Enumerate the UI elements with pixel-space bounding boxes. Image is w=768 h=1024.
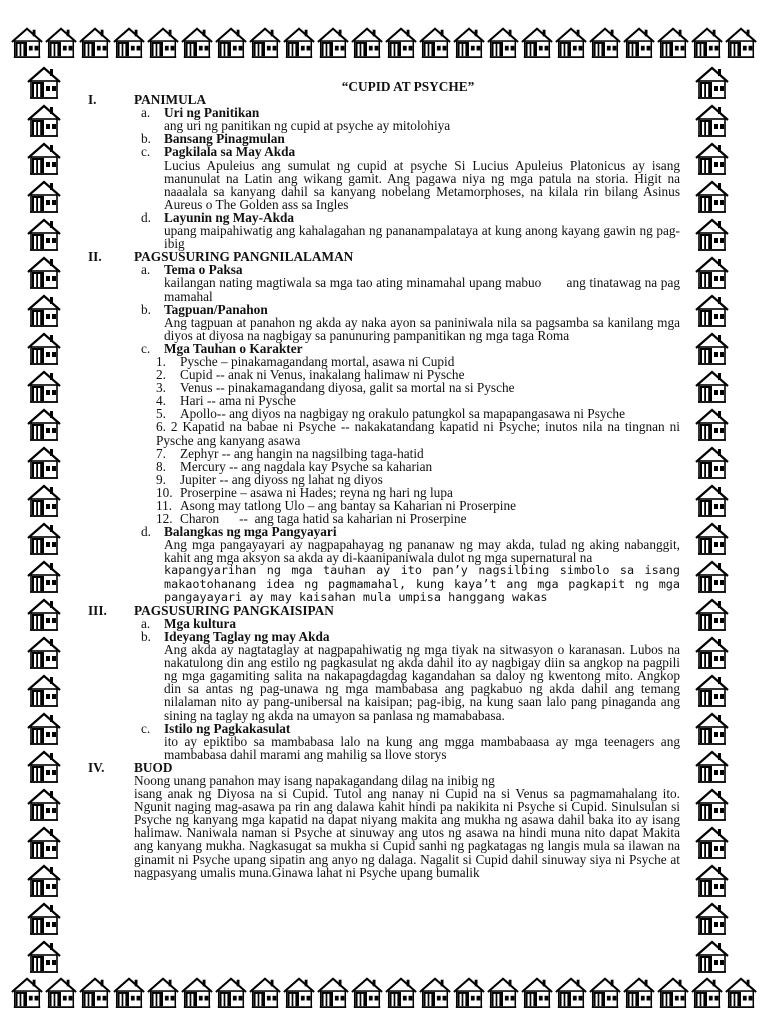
- paragraph: kailangan nating magtiwala sa mga tao ating minamahal upang mabuo ang tinatawag na pag mamahal: [164, 275, 684, 304]
- item-number: 8.: [156, 458, 166, 474]
- house-icon: [26, 862, 62, 898]
- house-icon: [588, 974, 622, 1010]
- house-icon: [724, 974, 758, 1010]
- house-icon: [26, 786, 62, 822]
- border-bottom: [10, 974, 758, 1014]
- paragraph: upang maipahiwatig ang kahalagahan ng pananampalataya at kung anong kayang gawin ng pag-ibig: [164, 223, 680, 252]
- house-icon: [26, 672, 62, 708]
- item-text: Mercury -- ang nagdala kay Psyche sa kaharian: [180, 458, 433, 474]
- house-icon: [690, 24, 724, 60]
- house-icon: [588, 24, 622, 60]
- sub-letter: b.: [141, 628, 151, 644]
- item-text: Apollo-- ang diyos na nagbigay ng orakulo patungkol sa mapapangasawa ni Psyche: [180, 406, 625, 422]
- house-icon: [146, 974, 180, 1010]
- sub-title: Uri ng Panitikan: [164, 105, 260, 121]
- house-icon: [26, 216, 62, 252]
- section-title: PAGSUSURING PANGNILALAMAN: [134, 249, 354, 265]
- item-number: 7.: [156, 445, 166, 461]
- house-icon: [554, 24, 588, 60]
- house-icon: [10, 24, 44, 60]
- item-number: 5.: [156, 406, 166, 422]
- sub-letter: c.: [141, 720, 151, 736]
- house-icon: [282, 974, 316, 1010]
- house-icon: [10, 974, 44, 1010]
- house-icon: [694, 558, 730, 594]
- house-icon: [554, 974, 588, 1010]
- house-icon: [622, 974, 656, 1010]
- sub-letter: a.: [141, 615, 151, 631]
- sub-title: Mga kultura: [164, 615, 237, 631]
- sub-title: Bansang Pinagmulan: [164, 131, 285, 147]
- item-number: 4.: [156, 393, 166, 409]
- sub-title: Mga Tauhan o Karakter: [164, 340, 303, 356]
- item-text: Hari -- ama ni Pysche: [180, 393, 296, 409]
- house-icon: [350, 974, 384, 1010]
- house-icon: [26, 330, 62, 366]
- item-text: Jupiter -- ang diyoss ng lahat ng diyos: [180, 471, 383, 487]
- list-item: [88, 447, 680, 460]
- border-right: [694, 64, 754, 974]
- house-icon: [350, 24, 384, 60]
- paragraph: ito ay epiktibo sa mambabasa lalo na kung ang mgga mambabaasa ay mga teenagers ang mambabasa dahil marami ang mahilig sa llove storys: [164, 733, 680, 762]
- house-icon: [26, 520, 62, 556]
- paragraph: kapangyarihan ng mga tauhan ay ito pan’y nagsilbing simbolo sa isang makaotohanang idea ng pagmamahal, kung kaya’t ang mga pagkapit ng mga pangayayari ay may kaisahan mula umpisa hanggang wakas: [164, 563, 680, 604]
- house-icon: [248, 974, 282, 1010]
- house-icon: [694, 102, 730, 138]
- house-icon: [26, 140, 62, 176]
- item-number: 9.: [156, 471, 166, 487]
- house-icon: [26, 368, 62, 404]
- house-icon: [26, 482, 62, 518]
- house-icon: [694, 444, 730, 480]
- house-icon: [26, 634, 62, 670]
- house-icon: [694, 254, 730, 290]
- item-number: 2.: [156, 367, 166, 383]
- house-icon: [180, 974, 214, 1010]
- item-number: 3.: [156, 380, 166, 396]
- list-item: [88, 473, 680, 486]
- summary-paragraph: isang anak ng Diyosa na si Cupid. Tutol ang nanay ni Cupid na si Venus sa pagmamahalang ito. Ngunit naging mag-asawa pa rin ang dalawa kahit hindi pa nakikita ni Psyche si Cupid. Sinulsulan si Psyche ng kanyang mga kapatid na dapat niyang makita ang mukha ng asawa dahil baka ito ay isang halimaw. Naniwala naman si Psyche at sinuway ang utos ng asawa na hindi muna nito dapat Makita ang kanyang mukha. Nagkasugat sa mukha si Cupid sanhi ng pagkatagas ng langis mula sa ilawan na ginamit ni Psyche upang sipatin ang anyo ng dalaga. Nagalit si Cupid dahil sinuway siya ni Psyche at nagpasyang umalis muna.Ginawa lahat ni Psyche upang bumalik: [134, 786, 680, 880]
- subheading: [88, 617, 680, 630]
- house-icon: [520, 24, 554, 60]
- house-icon: [656, 24, 690, 60]
- house-icon: [112, 974, 146, 1010]
- house-icon: [520, 974, 554, 1010]
- sub-title: Balangkas ng mga Pangyayari: [164, 524, 337, 540]
- item-text: Proserpine – asawa ni Hades; reyna ng hari ng lupa: [180, 484, 453, 500]
- house-icon: [26, 102, 62, 138]
- section-title: PANIMULA: [134, 92, 207, 108]
- section-number: I.: [88, 92, 97, 108]
- item-text: Venus -- pinakamagandang diyosa, galit sa mortal na si Pysche: [180, 380, 515, 396]
- section-number: II.: [88, 249, 102, 265]
- house-icon: [26, 64, 62, 100]
- item-text: Charon -- ang taga hatid sa kaharian ni Proserpine: [180, 511, 467, 527]
- section-heading: [88, 761, 680, 774]
- house-icon: [694, 672, 730, 708]
- section-number: IV.: [88, 759, 105, 775]
- sub-letter: d.: [141, 209, 151, 225]
- house-icon: [690, 974, 724, 1010]
- list-item: 6. 2 Kapatid na babae ni Psyche -- nakakatandang kapatid ni Psyche; inutos nila na tingnan ni Pysche ang kanyang asawa: [156, 419, 680, 448]
- house-icon: [694, 786, 730, 822]
- house-icon: [694, 634, 730, 670]
- sub-letter: b.: [141, 301, 151, 317]
- border-left: [26, 64, 86, 974]
- subheading: [88, 722, 680, 735]
- house-icon: [694, 748, 730, 784]
- house-icon: [248, 24, 282, 60]
- house-icon: [694, 216, 730, 252]
- sub-title: Pagkilala sa May Akda: [164, 144, 296, 160]
- house-icon: [282, 24, 316, 60]
- subheading: [88, 303, 680, 316]
- section-title: BUOD: [134, 759, 173, 775]
- house-icon: [694, 64, 730, 100]
- house-icon: [694, 406, 730, 442]
- section-title: PAGSUSURING PANGKAISIPAN: [134, 602, 334, 618]
- item-text: Zephyr -- ang hangin na nagsilbing taga-hatid: [180, 445, 424, 461]
- house-icon: [622, 24, 656, 60]
- house-icon: [78, 974, 112, 1010]
- list-item: [88, 460, 680, 473]
- house-icon: [316, 24, 350, 60]
- house-icon: [26, 292, 62, 328]
- house-icon: [316, 974, 350, 1010]
- item-number: 12.: [156, 511, 173, 527]
- house-icon: [694, 482, 730, 518]
- sub-letter: b.: [141, 131, 151, 147]
- house-icon: [26, 444, 62, 480]
- item-text: Asong may tatlong Ulo – ang bantay sa Kaharian ni Proserpine: [180, 498, 517, 513]
- house-icon: [694, 292, 730, 328]
- page-title: “CUPID AT PSYCHE”: [341, 79, 475, 94]
- house-icon: [694, 824, 730, 860]
- house-icon: [26, 178, 62, 214]
- house-icon: [384, 24, 418, 60]
- house-icon: [694, 596, 730, 632]
- house-icon: [486, 974, 520, 1010]
- house-icon: [384, 974, 418, 1010]
- paragraph: ang uri ng panitikan ng cupid at psyche ay mitolohiya: [164, 118, 451, 134]
- sub-letter: d.: [141, 524, 151, 540]
- house-icon: [26, 748, 62, 784]
- item-number: 10.: [156, 484, 173, 500]
- sub-title: Tagpuan/Panahon: [164, 301, 268, 317]
- house-icon: [44, 974, 78, 1010]
- sub-letter: c.: [141, 340, 151, 356]
- house-icon: [724, 24, 758, 60]
- house-icon: [26, 824, 62, 860]
- paragraph: Ang akda ay nagtataglay at nagpapahiwatig ng mga tiyak na sitwasyon o karanasan. Lubos na nakatulong din ang estilo ng pagkasulat ng akda dahil ito ay nagbigay diin sa angkop na pagpili ng mga gagamiting salita na nakapagdagdag kagandahan sa daloy ng kwentong mito. Angkop din sa antas ng pag-unawa ng mga mambabasa ang pagkabuo ng akda dahil ang temang nilalaman nito ay pang-unibersal na kaisipan; pag-ibig, na kung saan lalo pang pinaganda ang sining na taglay ng akda na umayon sa panlasa ng mamababasa.: [164, 642, 680, 723]
- house-icon: [486, 24, 520, 60]
- house-icon: [452, 974, 486, 1010]
- list-item: [88, 381, 680, 394]
- paragraph: Ang tagpuan at panahon ng akda ay naka ayon sa paniniwala nila sa pagsamba sa kanilang mga diyos at diyosa na nagbigay sa panunuring pampanitikan ng mga taga Roma: [164, 314, 680, 343]
- paragraph: Lucius Apuleius ang sumulat ng cupid at psyche Si Lucius Apuleius Platonicus ay isang manunulat na Latin ang wikang gamit. Ang pagawa niya ng mga patula na storia. Higit na naaalala sa kanyang dahil sa kanyang nobelang Metamorphoses, na kilala rin bilang Asinus Aureus o The Golden ass sa Ingles: [164, 157, 680, 212]
- subheading: [88, 145, 680, 158]
- subheading: [88, 342, 680, 355]
- house-icon: [694, 368, 730, 404]
- document-body: [88, 79, 684, 880]
- house-icon: [656, 974, 690, 1010]
- item-text: Pysche – pinakamagandang mortal, asawa ni Cupid: [180, 353, 455, 369]
- house-icon: [180, 24, 214, 60]
- sub-letter: c.: [141, 144, 151, 160]
- sub-title: Ideyang Taglay ng may Akda: [164, 628, 330, 644]
- house-icon: [418, 24, 452, 60]
- item-text: Cupid -- anak ni Venus, inakalang halimaw ni Pysche: [180, 367, 465, 383]
- house-icon: [214, 24, 248, 60]
- house-icon: [26, 406, 62, 442]
- section-number: III.: [88, 602, 107, 618]
- sub-title: Istilo ng Pagkakasulat: [164, 720, 291, 736]
- house-icon: [26, 254, 62, 290]
- sub-letter: a.: [141, 262, 151, 278]
- house-icon: [694, 938, 730, 974]
- house-icon: [452, 24, 486, 60]
- section-heading: [88, 604, 680, 617]
- house-icon: [26, 900, 62, 936]
- house-icon: [44, 24, 78, 60]
- house-icon: [694, 900, 730, 936]
- house-icon: [112, 24, 146, 60]
- item-number: 11.: [156, 498, 173, 513]
- house-icon: [26, 558, 62, 594]
- house-icon: [694, 140, 730, 176]
- sub-letter: a.: [141, 105, 151, 121]
- sub-title: Layunin ng May-Akda: [164, 209, 295, 225]
- house-icon: [694, 178, 730, 214]
- border-top: [10, 24, 758, 64]
- house-icon: [418, 974, 452, 1010]
- paragraph: Ang mga pangayayari ay nagpapahayag ng pananaw ng may akda, tulad ng aking nabanggit, kahit ang mga aksyon sa akda ay di-kaanipaniwala dulot ng mga supernatural na: [164, 537, 680, 566]
- house-icon: [26, 938, 62, 974]
- sub-title: Tema o Paksa: [164, 262, 243, 278]
- house-icon: [694, 862, 730, 898]
- summary-first-line: Noong unang panahon may isang napakagandang dilag na inibig ng: [134, 772, 495, 788]
- house-icon: [694, 710, 730, 746]
- house-icon: [26, 710, 62, 746]
- item-number: 1.: [156, 353, 166, 369]
- house-icon: [26, 596, 62, 632]
- house-icon: [694, 520, 730, 556]
- house-icon: [694, 330, 730, 366]
- house-icon: [78, 24, 112, 60]
- house-icon: [146, 24, 180, 60]
- house-icon: [214, 974, 248, 1010]
